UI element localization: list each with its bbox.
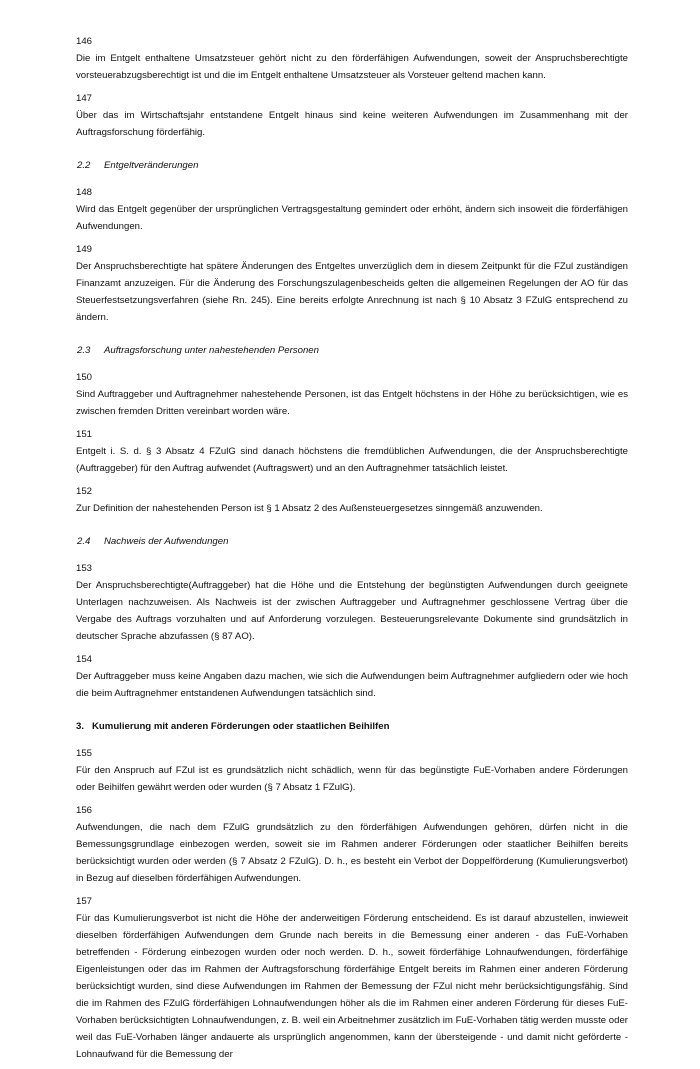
- paragraph-156: [76, 802, 628, 887]
- section-title: Auftragsforschung unter nahestehenden Personen: [104, 345, 319, 356]
- section-heading-2-2: [76, 157, 628, 174]
- section-title: Entgeltveränderungen: [104, 160, 199, 171]
- paragraph-154: [76, 651, 628, 702]
- paragraph-155: [76, 745, 628, 796]
- paragraph-149: [76, 241, 628, 326]
- paragraph-150: [76, 369, 628, 420]
- paragraph-text: Für das Kumulierungsverbot ist nicht die Höhe der anderweitigen Förderung entscheidend. Es ist darauf abzustellen, inwieweit dieselben förderfähigen Aufwendungen dem Grunde nach bereits in die Bemessung einer anderen - das FuE-Vorhaben betreffenden - Förderung einbezogen wurden oder noch werden. D. h., soweit förderfähige Lohnaufwendungen, förderfähige Eigenleistungen oder das im Rahmen der Auftragsforschung förderfähige Entgelt bereits im Rahmen einer anderen Förderung berücksichtigt wurden, sind diese Aufwendungen im Rahmen der Bemessung der FZul nicht mehr berücksichtigungsfähig. Sind die im Rahmen des FZulG förderfähigen Lohnaufwendungen höher als die im Rahmen einer anderen Förderung für dieses FuE-Vorhaben berücksichtigten Lohnaufwendungen, z. B. weil ein Arbeitnehmer zusätzlich im FuE-Vorhaben tätig werden musste oder weil das FuE-Vorhaben länger andauerte als ursprünglich angenommen, kann der übersteigende - und damit nicht geförderte - Lohnaufwand für die Bemessung der: [76, 913, 628, 1060]
- paragraph-number: 152: [76, 486, 93, 497]
- paragraph-number: 150: [76, 372, 93, 383]
- paragraph-text: Aufwendungen, die nach dem FZulG grundsätzlich zu den förderfähigen Aufwendungen gehören, dürfen nicht in die Bemessungsgrundlage einbezogen werden, soweit sie im Rahmen anderer Förderungen oder staatlicher Beihilfen bereits berücksichtigt wurden oder werden (§ 7 Absatz 2 FZulG). D. h., es besteht ein Verbot der Doppelförderung (Kumulierungsverbot) in Bezug auf dieselben förderfähigen Aufwendungen.: [76, 822, 628, 884]
- paragraph-number: 156: [76, 805, 93, 816]
- section-number: 3.: [76, 721, 85, 732]
- paragraph-146: [76, 33, 628, 84]
- section-heading-2-3: [76, 342, 628, 359]
- paragraph-number: 146: [76, 36, 93, 47]
- section-number: 2.4: [77, 536, 91, 547]
- paragraph-153: [76, 560, 628, 645]
- section-number: 2.3: [77, 345, 91, 356]
- paragraph-number: 148: [76, 187, 93, 198]
- paragraph-number: 147: [76, 93, 93, 104]
- paragraph-number: 151: [76, 429, 93, 440]
- paragraph-text: Zur Definition der nahestehenden Person ist § 1 Absatz 2 des Außensteuergesetzes sinngemäß anzuwenden.: [76, 503, 543, 514]
- paragraph-147: [76, 90, 628, 141]
- paragraph-157: [76, 893, 628, 1063]
- paragraph-text: Der Anspruchsberechtigte(Auftraggeber) hat die Höhe und die Entstehung der begünstigten Aufwendungen durch geeignete Unterlagen nachzuweisen. Als Nachweis ist der zwischen Auftraggeber und Auftragnehmer geschlossene Vertrag über die Vergabe des Auftrags vorzuhalten und auf Anforderung vorzulegen. Besteuerungsrelevante Dokumente sind grundsätzlich in deutscher Sprache abzufassen (§ 87 AO).: [76, 580, 628, 642]
- paragraph-text: Der Anspruchsberechtigte hat spätere Änderungen des Entgeltes unverzüglich dem in diesem Zeitpunkt für die FZul zuständigen Finanzamt anzuzeigen. Für die Änderung des Forschungszulagenbescheids gelten die allgemeinen Regelungen der AO für das Steuerfestsetzungsverfahren (siehe Rn. 245). Eine bereits erfolgte Anrechnung ist nach § 10 Absatz 3 FZulG entsprechend zu ändern.: [76, 261, 628, 323]
- paragraph-text: Entgelt i. S. d. § 3 Absatz 4 FZulG sind danach höchstens die fremdüblichen Aufwendungen, die der Anspruchsberechtigte (Auftraggeber) für den Auftrag aufwendet (Auftragswert) und an den Auftragnehmer tatsächlich leistet.: [76, 446, 628, 474]
- document-page: [76, 33, 628, 1069]
- paragraph-148: [76, 184, 628, 235]
- paragraph-number: 154: [76, 654, 93, 665]
- paragraph-number: 153: [76, 563, 93, 574]
- section-number: 2.2: [77, 160, 91, 171]
- section-heading-3: [76, 718, 628, 735]
- section-title: Kumulierung mit anderen Förderungen oder staatlichen Beihilfen: [92, 721, 390, 732]
- paragraph-text: Die im Entgelt enthaltene Umsatzsteuer gehört nicht zu den förderfähigen Aufwendungen, soweit der Anspruchsberechtigte vorsteuerabzugsberechtigt ist und die im Entgelt enthaltene Umsatzsteuer als Vorsteuer geltend machen kann.: [76, 53, 628, 81]
- paragraph-number: 155: [76, 748, 93, 759]
- section-heading-2-4: [76, 533, 628, 550]
- paragraph-text: Über das im Wirtschaftsjahr entstandene Entgelt hinaus sind keine weiteren Aufwendungen im Zusammenhang mit der Auftragsforschung förderfähig.: [76, 110, 628, 138]
- paragraph-151: [76, 426, 628, 477]
- paragraph-text: Sind Auftraggeber und Auftragnehmer nahestehende Personen, ist das Entgelt höchstens in der Höhe zu berücksichtigen, wie es zwischen fremden Dritten vereinbart worden wäre.: [76, 389, 628, 417]
- paragraph-number: 149: [76, 244, 93, 255]
- paragraph-number: 157: [76, 896, 93, 907]
- section-title: Nachweis der Aufwendungen: [104, 536, 229, 547]
- paragraph-text: Für den Anspruch auf FZul ist es grundsätzlich nicht schädlich, wenn für das begünstigte FuE-Vorhaben andere Förderungen oder Beihilfen gewährt werden oder wurden (§ 7 Absatz 1 FZulG).: [76, 765, 628, 793]
- paragraph-152: [76, 483, 628, 517]
- paragraph-text: Der Auftraggeber muss keine Angaben dazu machen, wie sich die Aufwendungen beim Auftragnehmer aufgliedern oder wie hoch die beim Auftragnehmer entstandenen Aufwendungen tatsächlich sind.: [76, 671, 628, 699]
- paragraph-text: Wird das Entgelt gegenüber der ursprünglichen Vertragsgestaltung gemindert oder erhöht, ändern sich insoweit die förderfähigen Aufwendungen.: [76, 204, 628, 232]
